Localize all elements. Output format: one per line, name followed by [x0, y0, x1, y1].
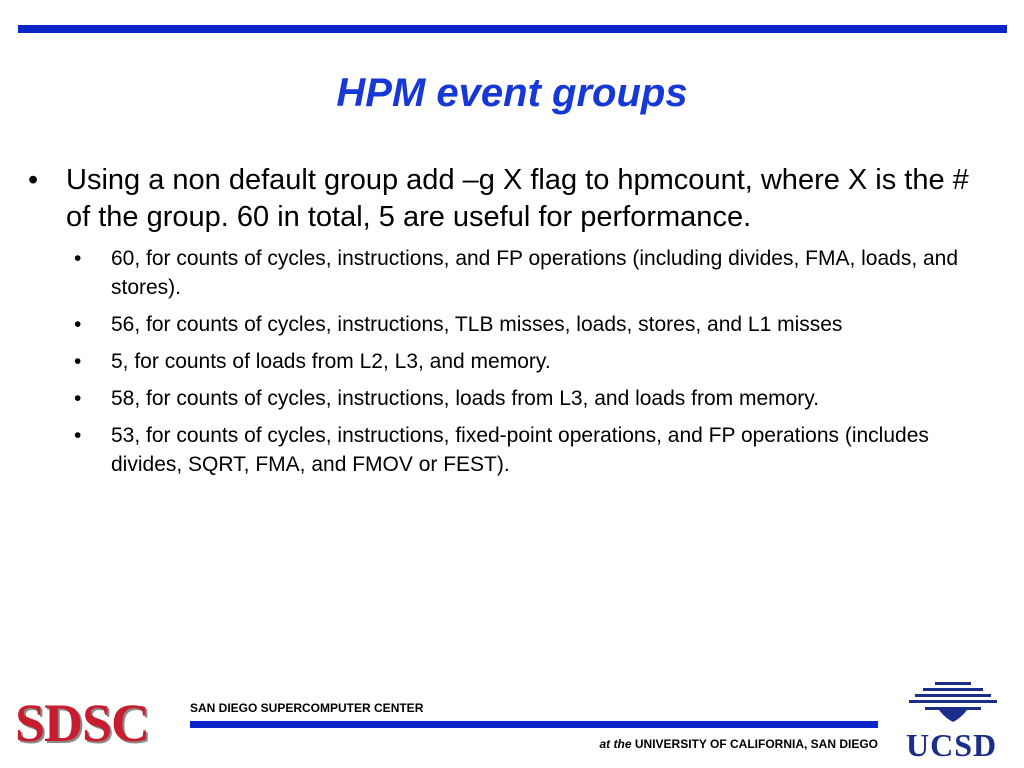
- university-name: UNIVERSITY OF CALIFORNIA, SAN DIEGO: [634, 737, 878, 751]
- at-the-text: at the: [599, 737, 632, 751]
- slide-body: [28, 162, 988, 487]
- bullet-icon: •: [74, 313, 82, 336]
- university-line: [600, 737, 879, 751]
- sub-bullet-text: 53, for counts of cycles, instructions, fixed-point operations, and FP operations (includes divides, SQRT, FMA, and FMOV or FEST).: [111, 424, 929, 476]
- ucsd-emblem-icon: [905, 680, 1001, 724]
- bottom-divider: [190, 721, 878, 728]
- slide-title: HPM event groups: [336, 71, 688, 115]
- sub-bullet-item: [28, 384, 988, 413]
- main-bullet-text: Using a non default group add –g X flag to hpmcount, where X is the # of the group. 60 in total, 5 are useful for performance.: [66, 164, 969, 233]
- top-divider: [18, 25, 1007, 33]
- sub-bullet-item: [28, 244, 988, 302]
- sub-bullet-text: 56, for counts of cycles, instructions, TLB misses, loads, stores, and L1 misses: [111, 313, 843, 336]
- sub-bullet-item: [28, 310, 988, 339]
- main-bullet-item: [28, 162, 988, 236]
- sdsc-logo: SDSC: [15, 693, 150, 753]
- bullet-icon: •: [28, 164, 39, 196]
- sub-bullet-item: [28, 347, 988, 376]
- bullet-icon: •: [74, 350, 82, 373]
- ucsd-logo: UCSD: [906, 727, 998, 763]
- sub-bullet-text: 60, for counts of cycles, instructions, and FP operations (including divides, FMA, loads, and stores).: [111, 247, 959, 299]
- bullet-icon: •: [74, 424, 82, 447]
- bullet-icon: •: [74, 387, 82, 410]
- bullet-icon: •: [74, 247, 82, 270]
- sub-bullet-text: 58, for counts of cycles, instructions, loads from L3, and loads from memory.: [111, 387, 820, 410]
- sub-bullet-item: [28, 421, 988, 479]
- center-name: SAN DIEGO SUPERCOMPUTER CENTER: [190, 701, 424, 715]
- sub-bullet-text: 5, for counts of loads from L2, L3, and memory.: [111, 350, 551, 373]
